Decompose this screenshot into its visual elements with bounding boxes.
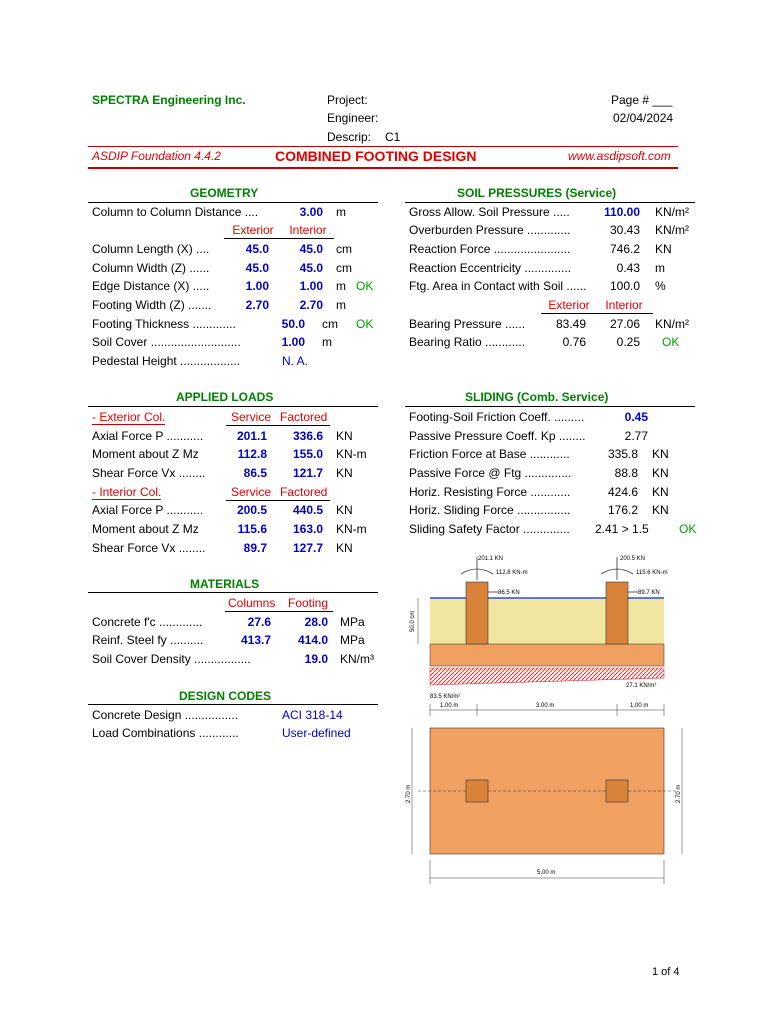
page-number: 1 of 4 — [652, 966, 680, 978]
interior-column-plan — [606, 780, 628, 802]
soil-interior-header: Interior — [605, 298, 643, 312]
int-service-header: Service — [231, 485, 272, 499]
materials-row-col[interactable]: 27.6 — [247, 615, 271, 629]
soil-cover-label: Soil Cover ........................... — [92, 335, 241, 349]
soil-row-unit: m — [655, 261, 665, 275]
geometry-row-label: Footing Width (Z) ....... — [92, 298, 212, 312]
soil-cover-layer — [430, 598, 664, 644]
load-row-service[interactable]: 201.1 — [236, 429, 267, 443]
geometry-row-unit: m — [336, 298, 346, 312]
page-label: Page # ___ — [611, 93, 673, 107]
soil-row-label: Overburden Pressure ............. — [409, 223, 571, 237]
title-bar-bottom-rule — [88, 167, 678, 169]
materials-row-unit: MPa — [340, 615, 365, 629]
title-bar-top-rule — [88, 146, 678, 147]
materials-footing-header: Footing — [288, 596, 329, 610]
pedestal-label: Pedestal Height .................. — [92, 354, 241, 368]
geometry-row-ext[interactable]: 1.00 — [245, 279, 269, 293]
geometry-row-ext[interactable]: 2.70 — [245, 298, 269, 312]
loads-title: APPLIED LOADS — [176, 390, 274, 404]
date: 02/04/2024 — [613, 111, 674, 125]
load-row-unit: KN-m — [336, 447, 367, 461]
geometry-interior-header: Interior — [289, 223, 327, 237]
sliding-row-label: Horiz. Sliding Force ................ — [409, 503, 571, 517]
int-pressure-label: 27.1 KN/m² — [626, 683, 657, 689]
geometry-row-label: Column Width (Z) ...... — [92, 261, 210, 275]
materials-rule — [88, 592, 378, 593]
load-row-service[interactable]: 115.6 — [237, 522, 267, 536]
interior-col-label: - Interior Col. — [92, 485, 162, 499]
load-row-factored[interactable]: 440.5 — [292, 503, 323, 517]
interior-column — [606, 582, 628, 644]
materials-subheader-rule — [225, 611, 333, 612]
col-distance-value[interactable]: 3.00 — [299, 205, 323, 219]
load-row-factored[interactable]: 163.0 — [292, 522, 323, 536]
company-name: SPECTRA Engineering Inc. — [92, 93, 246, 107]
soil-row-value: 100.0 — [609, 279, 640, 293]
load-row-label: Moment about Z Mz — [92, 522, 199, 536]
dim-left-label: 1.00 m — [440, 703, 459, 709]
geometry-row-unit: m — [336, 279, 346, 293]
sliding-row-label: Footing-Soil Friction Coeff. ......... — [409, 410, 585, 424]
dim-right-label: 1.00 m — [630, 703, 649, 709]
materials-row-ftg[interactable]: 28.0 — [304, 615, 328, 629]
thickness-label: Footing Thickness ............. — [92, 317, 236, 331]
geometry-row-ok: OK — [356, 279, 374, 293]
footing-elevation-diagram — [398, 552, 698, 712]
soil-row-value[interactable]: 110.00 — [603, 205, 640, 219]
soil-title: SOIL PRESSURES (Service) — [457, 186, 617, 200]
load-row-label: Shear Force Vx ........ — [92, 466, 206, 480]
sliding-row-label: Horiz. Resisting Force ............ — [409, 485, 571, 499]
geometry-rule — [88, 202, 378, 203]
sliding-rule — [405, 406, 695, 407]
codes-title: DESIGN CODES — [179, 689, 272, 703]
geometry-row-ext[interactable]: 45.0 — [245, 261, 269, 275]
ext-moment-label: 112.8 KN-m — [496, 570, 528, 576]
thickness-ok: OK — [356, 317, 374, 331]
geometry-row-int[interactable]: 45.0 — [299, 261, 323, 275]
load-row-label: Shear Force Vx ........ — [92, 541, 206, 555]
col-distance-label: Column to Column Distance .... — [92, 205, 259, 219]
sliding-row-value: 424.6 — [607, 485, 638, 499]
materials-row-label: Reinf. Steel fy .......... — [92, 633, 204, 647]
geometry-row-label: Edge Distance (X) ..... — [92, 279, 210, 293]
soil-row-label: Reaction Eccentricity .............. — [409, 261, 572, 275]
sliding-row-unit: KN — [652, 503, 669, 517]
load-combinations-value[interactable]: User-defined — [282, 726, 351, 740]
geometry-exterior-header: Exterior — [232, 223, 274, 237]
col-distance-unit: m — [336, 205, 346, 219]
exterior-column-plan — [466, 780, 488, 802]
materials-title: MATERIALS — [190, 577, 260, 591]
descrip-label: Descrip: — [327, 130, 372, 144]
software-version: ASDIP Foundation 4.4.2 — [92, 149, 221, 163]
engineer-label: Engineer: — [327, 111, 379, 125]
int-axial-label: 200.5 KN — [620, 556, 646, 562]
bearing-ratio-ext: 0.76 — [562, 335, 586, 349]
soil-row-label: Ftg. Area in Contact with Soil ...... — [409, 279, 587, 293]
bearing-ratio-label: Bearing Ratio ............ — [409, 335, 526, 349]
sliding-row-value: 2.41 > 1.5 — [595, 522, 649, 536]
load-row-service[interactable]: 200.5 — [236, 503, 267, 517]
load-row-unit: KN — [336, 503, 353, 517]
materials-row-label: Concrete f'c ............. — [92, 615, 203, 629]
load-row-factored[interactable]: 127.7 — [292, 541, 323, 555]
geometry-row-unit: cm — [336, 242, 352, 256]
sliding-title: SLIDING (Comb. Service) — [465, 390, 609, 404]
soil-row-value: 746.2 — [609, 242, 640, 256]
concrete-design-label: Concrete Design ................ — [92, 708, 239, 722]
footing-plan-diagram — [398, 698, 698, 888]
depth-dimension-label: 50.0 cm — [410, 610, 416, 632]
load-row-unit: KN — [336, 429, 353, 443]
sliding-row-value[interactable]: 0.45 — [624, 410, 648, 424]
bearing-pressure-int: 27.06 — [609, 317, 640, 331]
load-row-factored[interactable]: 336.6 — [292, 429, 323, 443]
ext-pressure-label: 83.5 KN/m² — [430, 694, 461, 700]
load-row-service[interactable]: 112.8 — [237, 447, 267, 461]
soil-density-unit: KN/m³ — [340, 652, 374, 666]
materials-row-unit: MPa — [340, 633, 365, 647]
soil-row-unit: KN/m² — [655, 205, 689, 219]
concrete-design-value[interactable]: ACI 318-14 — [282, 708, 343, 722]
project-label: Project: — [327, 93, 368, 107]
soil-subheader-rule — [541, 313, 653, 314]
sliding-row-unit: KN — [652, 447, 669, 461]
soil-row-label: Reaction Force ....................... — [409, 242, 571, 256]
soil-row-unit: % — [655, 279, 666, 293]
load-row-unit: KN-m — [336, 522, 367, 536]
soil-cover-unit: m — [322, 335, 332, 349]
thickness-value[interactable]: 50.0 — [281, 317, 305, 331]
soil-exterior-header: Exterior — [548, 298, 590, 312]
load-combinations-label: Load Combinations ............ — [92, 726, 239, 740]
ext-axial-label: 201.1 KN — [478, 556, 504, 562]
page-title: COMBINED FOOTING DESIGN — [275, 148, 477, 164]
bearing-ratio-ok: OK — [662, 335, 680, 349]
int-shear-label: 89.7 KN — [638, 590, 660, 596]
load-row-label: Moment about Z Mz — [92, 447, 199, 461]
geometry-row-ext[interactable]: 45.0 — [245, 242, 269, 256]
sliding-row-label: Friction Force at Base ............ — [409, 447, 570, 461]
load-row-factored[interactable]: 121.7 — [292, 466, 323, 480]
load-row-label: Axial Force P ........... — [92, 429, 204, 443]
soil-density-value[interactable]: 19.0 — [304, 652, 328, 666]
ext-subheader-rule — [226, 425, 330, 426]
soil-row-value: 30.43 — [609, 223, 640, 237]
thickness-unit: cm — [322, 317, 338, 331]
dim-width-left-label: 2.70 m — [406, 784, 412, 803]
sliding-row-value: 2.77 — [624, 429, 648, 443]
bearing-pressure-unit: KN/m² — [655, 317, 689, 331]
soil-row-unit: KN/m² — [655, 223, 689, 237]
exterior-column — [466, 582, 488, 644]
load-row-service[interactable]: 86.5 — [243, 466, 267, 480]
soil-density-label: Soil Cover Density ................. — [92, 652, 251, 666]
load-row-label: Axial Force P ........... — [92, 503, 204, 517]
geometry-row-label: Column Length (X) .... — [92, 242, 210, 256]
geometry-row-int[interactable]: 45.0 — [299, 242, 323, 256]
geometry-row-unit: cm — [336, 261, 352, 275]
sliding-row-value: 88.8 — [614, 466, 638, 480]
geometry-subheader-rule — [224, 238, 334, 239]
footing-section — [430, 644, 664, 666]
int-factored-header: Factored — [280, 485, 328, 499]
sliding-row-ok: OK — [679, 522, 697, 536]
materials-row-ftg[interactable]: 414.0 — [297, 633, 328, 647]
bearing-ratio-int: 0.25 — [616, 335, 640, 349]
ext-shear-label: 86.5 KN — [498, 590, 520, 596]
sliding-row-label: Sliding Safety Factor .............. — [409, 522, 570, 536]
ext-factored-header: Factored — [280, 410, 328, 424]
geometry-title: GEOMETRY — [190, 186, 259, 200]
soil-row-label: Gross Allow. Soil Pressure ..... — [409, 205, 570, 219]
sliding-row-value: 176.2 — [607, 503, 638, 517]
soil-cover-value[interactable]: 1.00 — [281, 335, 305, 349]
sliding-row-unit: KN — [652, 485, 669, 499]
load-row-service[interactable]: 89.7 — [243, 541, 267, 555]
load-row-unit: KN — [336, 466, 353, 480]
loads-rule — [88, 406, 378, 407]
load-row-unit: KN — [336, 541, 353, 555]
materials-columns-header: Columns — [228, 596, 276, 610]
exterior-col-label: - Exterior Col. — [92, 410, 166, 424]
int-moment-label: 115.6 KN-m — [636, 570, 668, 576]
bearing-pressure-label: Bearing Pressure ...... — [409, 317, 526, 331]
codes-rule — [88, 704, 378, 705]
descrip-value: C1 — [385, 130, 401, 144]
materials-row-col[interactable]: 413.7 — [240, 633, 271, 647]
soil-row-value: 0.43 — [616, 261, 640, 275]
sliding-row-label: Passive Force @ Ftg .............. — [409, 466, 572, 480]
website-link[interactable]: www.asdipsoft.com — [568, 149, 671, 163]
dim-width-right-label: 2.70 m — [676, 784, 682, 803]
int-subheader-rule — [226, 500, 330, 501]
pedestal-value[interactable]: N. A. — [282, 354, 309, 368]
geometry-row-int[interactable]: 2.70 — [299, 298, 323, 312]
ext-service-header: Service — [231, 410, 272, 424]
sliding-row-unit: KN — [652, 466, 669, 480]
geometry-row-int[interactable]: 1.00 — [299, 279, 323, 293]
load-row-factored[interactable]: 155.0 — [292, 447, 323, 461]
dim-total-label: 5.00 m — [537, 870, 556, 876]
soil-row-unit: KN — [655, 242, 672, 256]
sliding-row-value: 335.8 — [607, 447, 638, 461]
soil-rule — [405, 202, 695, 203]
dim-mid-label: 3.00 m — [536, 703, 555, 709]
bearing-pressure-ext: 83.49 — [555, 317, 586, 331]
sliding-row-label: Passive Pressure Coeff. Kp ........ — [409, 429, 586, 443]
